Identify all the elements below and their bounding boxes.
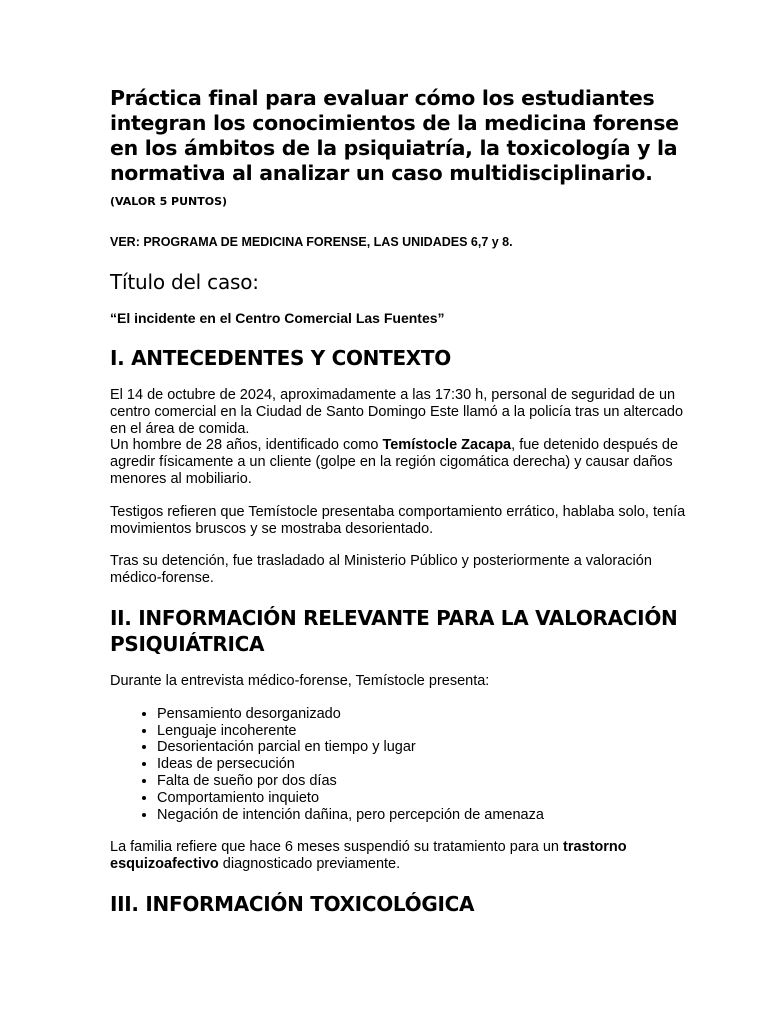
list-item: • Lenguaje incoherente — [157, 723, 690, 740]
program-reference: VER: PROGRAMA DE MEDICINA FORENSE, LAS UNIDADES 6,7 y 8. — [110, 235, 513, 249]
case-heading: Título del caso: — [110, 270, 259, 294]
list-item: • Ideas de persecución — [157, 756, 690, 773]
text-segment: La familia refiere que hace 6 meses suspendió su tratamiento para un — [110, 839, 563, 856]
list-item: • Falta de sueño por dos días — [157, 773, 690, 790]
list-item: • Pensamiento desorganizado — [157, 706, 690, 723]
main-title-text: Práctica final para evaluar cómo los estudiantes integran los conocimientos de la medicina forense en los ámbitos de la psiquiatría, la toxicología y la normativa al analizar un caso multidisciplinario. — [110, 86, 679, 185]
person-name: Temístocle Zacapa — [382, 437, 512, 454]
text-segment: diagnosticado previamente. — [218, 856, 401, 873]
text-segment: , fue detenido después de agredir físicamente a un cliente (golpe en la región cigomática derecha) y causar daños menores al mobiliario. — [110, 437, 679, 487]
text-segment: Un hombre de 28 años, identificado como — [110, 437, 383, 454]
list-item: • Desorientación parcial en tiempo y lugar — [157, 739, 690, 756]
document-page — [110, 86, 690, 917]
list-item: • Comportamiento inquieto — [157, 790, 690, 807]
section-heading-antecedentes: I. ANTECEDENTES Y CONTEXTO — [110, 346, 451, 370]
paragraph-witnesses: Testigos refieren que Temístocle presentaba comportamiento errático, hablaba solo, tenía movimientos bruscos y se mostraba desorientado. — [110, 503, 686, 537]
paragraph-family-history — [110, 839, 690, 873]
paragraph-incident-line-1: El 14 de octubre de 2024, aproximadamente a las 17:30 h, personal de seguridad de un centro comercial en la Ciudad de Santo Domingo Este llamó a la policía tras un altercado en el área de comida. — [110, 387, 684, 437]
paragraph-incident-line-2 — [110, 437, 690, 487]
section-heading-psiquiatrica: II. INFORMACIÓN RELEVANTE PARA LA VALORACIÓN PSIQUIÁTRICA — [110, 605, 678, 656]
main-title — [110, 86, 690, 214]
value-note: (VALOR 5 PUNTOS) — [110, 195, 228, 208]
paragraph-interview-intro: Durante la entrevista médico-forense, Temístocle presenta: — [110, 672, 490, 689]
paragraph-detention: Tras su detención, fue trasladado al Ministerio Público y posteriormente a valoración médico-forense. — [110, 553, 652, 587]
list-item: • Negación de intención dañina, pero percepción de amenaza — [157, 807, 690, 824]
paragraph-incident — [110, 387, 690, 488]
diagnosis: trastorno esquizoafectivo — [110, 839, 627, 873]
case-title: “El incidente en el Centro Comercial Las Fuentes” — [110, 310, 445, 326]
symptom-list — [110, 706, 690, 824]
section-heading-toxicologica: III. INFORMACIÓN TOXICOLÓGICA — [110, 891, 475, 916]
